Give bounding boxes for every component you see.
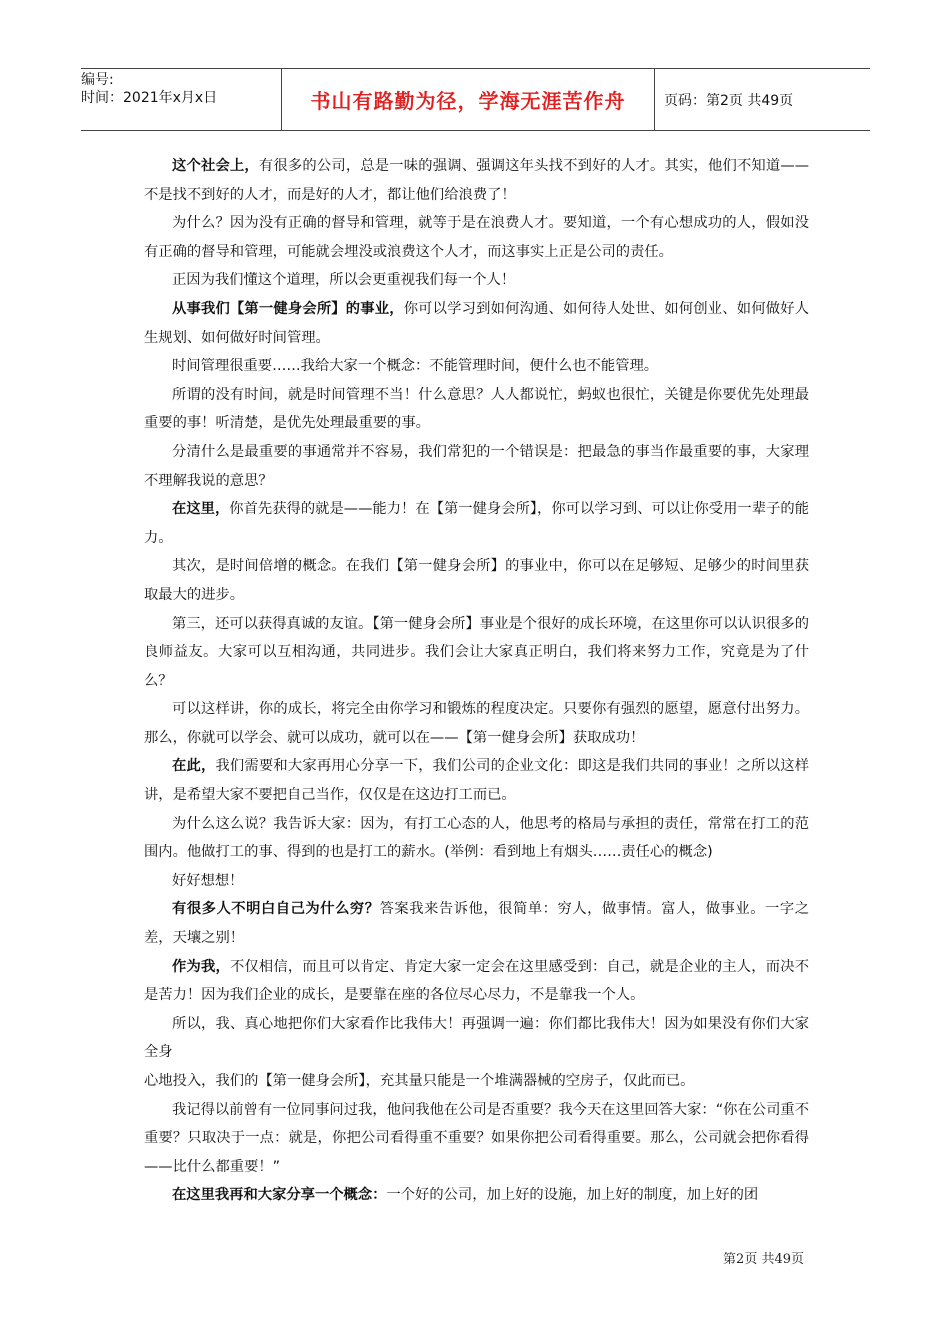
motto-text: 书山有路勤为径，学海无涯苦作舟 bbox=[310, 89, 626, 113]
body-paragraph bbox=[144, 495, 809, 552]
header-meta bbox=[81, 69, 282, 130]
paragraph-text: 时间管理很重要……我给大家一个概念：不能管理时间，便什么也不能管理。 bbox=[172, 358, 659, 375]
paragraph-text: 我记得以前曾有一位同事问过我，他问我他在公司是否重要？我今天在这里回答大家：“你在公司重不重要？只取决于一点：就是，你把公司看得重不重要？如果你把公司看得重要。那么，公司就会把你看得——比什么都重要！” bbox=[144, 1101, 809, 1175]
body-paragraph bbox=[144, 752, 809, 809]
paragraph-text: 心地投入，我们的【第一健身会所】，充其量只能是一个堆满器械的空房子，仅此而已。 bbox=[144, 1073, 695, 1089]
body-paragraph bbox=[144, 152, 809, 209]
body-paragraph bbox=[144, 438, 809, 495]
paragraph-text: 为什么这么说？我告诉大家：因为，有打工心态的人，他思考的格局与承担的责任，常常在打工的范围内。他做打工的事、得到的也是打工的薪水。(举例：看到地上有烟头……责任心的概念) bbox=[144, 815, 809, 861]
paragraph-text: 可以这样讲，你的成长，将完全由你学习和锻炼的程度决定。只要你有强烈的愿望，愿意付出努力。那么，你就可以学会、就可以成功，就可以在——【第一健身会所】获取成功！ bbox=[144, 701, 809, 746]
paragraph-text: 分清什么是最重要的事通常并不容易，我们常犯的一个错误是：把最急的事当作最重要的事，大家理不理解我说的意思？ bbox=[144, 443, 809, 489]
paragraph-text: 正因为我们懂这个道理，所以会更重视我们每一个人！ bbox=[172, 272, 516, 289]
header-motto bbox=[282, 69, 655, 130]
paragraph-lead: 作为我， bbox=[172, 958, 230, 975]
paragraph-text: 其次，是时间倍增的概念。在我们【第一健身会所】的事业中，你可以在足够短、足够少的时间里获取最大的进步。 bbox=[144, 558, 809, 603]
document-body bbox=[144, 152, 809, 1210]
paragraph-lead: 有很多人不明白自己为什么穷？ bbox=[172, 901, 380, 918]
body-paragraph bbox=[144, 810, 809, 867]
body-paragraph bbox=[144, 352, 809, 381]
body-paragraph bbox=[144, 266, 809, 295]
paragraph-lead: 在这里， bbox=[172, 501, 230, 518]
body-paragraph bbox=[144, 610, 809, 696]
paragraph-text: 我们需要和大家再用心分享一下，我们公司的企业文化：即这是我们共同的事业！之所以这样讲，是希望大家不要把自己当作，仅仅是在这边打工而已。 bbox=[144, 758, 810, 804]
paragraph-lead: 在此， bbox=[172, 758, 216, 775]
body-paragraph bbox=[144, 1067, 809, 1096]
time-line: 时间：2021年x月x日 bbox=[81, 90, 218, 106]
paragraph-text: 所谓的没有时间，就是时间管理不当！什么意思？人人都说忙，蚂蚁也很忙，关键是你要优先处理最重要的事！听清楚，是优先处理最重要的事。 bbox=[144, 386, 809, 432]
body-paragraph bbox=[144, 381, 809, 438]
body-paragraph bbox=[144, 552, 809, 609]
body-paragraph bbox=[144, 1096, 809, 1182]
paragraph-text: 所以，我、真心地把你们大家看作比我伟大！再强调一遍：你们都比我伟大！因为如果没有你们大家全身 bbox=[144, 1015, 809, 1061]
paragraph-text: 你可以学习到如何沟通、如何待人处世、如何创业、如何做好人生规划、如何做好时间管理。 bbox=[144, 300, 809, 346]
paragraph-lead: 这个社会上， bbox=[172, 158, 259, 174]
page-footer bbox=[723, 1248, 804, 1267]
paragraph-text: 有很多的公司，总是一味的强调、强调这年头找不到好的人才。其实，他们不知道——不是找不到好的人才，而是好的人才，都让他们给浪费了！ bbox=[144, 158, 810, 203]
body-paragraph bbox=[144, 895, 809, 952]
paragraph-text: 一个好的公司，加上好的设施，加上好的制度，加上好的团 bbox=[386, 1187, 759, 1204]
body-paragraph bbox=[144, 209, 809, 266]
header-page-code bbox=[655, 69, 870, 130]
body-paragraph bbox=[144, 867, 809, 896]
paragraph-lead: 在这里我再和大家分享一个概念： bbox=[172, 1187, 387, 1204]
page-code-text: 页码：第2页 共49页 bbox=[664, 92, 794, 109]
paragraph-text: 不仅相信，而且可以肯定、肯定大家一定会在这里感受到：自己，就是企业的主人，而决不是苦力！因为我们企业的成长，是要靠在座的各位尽心尽力，不是靠我一个人。 bbox=[144, 958, 810, 1004]
paragraph-text: 你首先获得的就是——能力！在【第一健身会所】，你可以学习到、可以让你受用一辈子的能力。 bbox=[144, 501, 809, 546]
body-paragraph bbox=[144, 1181, 809, 1210]
paragraph-text: 答案我来告诉他，很简单：穷人，做事情。富人，做事业。一字之差，天壤之别！ bbox=[144, 901, 810, 947]
paragraph-text: 为什么？因为没有正确的督导和管理，就等于是在浪费人才。要知道，一个有心想成功的人，假如没有正确的督导和管理，可能就会埋没或浪费这个人才，而这事实上正是公司的责任。 bbox=[144, 215, 809, 260]
paragraph-text: 好好想想！ bbox=[172, 872, 244, 889]
paragraph-lead: 从事我们【第一健身会所】的事业， bbox=[172, 300, 404, 317]
paragraph-text: 第三，还可以获得真诚的友谊。【第一健身会所】事业是个很好的成长环境，在这里你可以认识很多的良师益友。大家可以互相沟通，共同进步。我们会让大家真正明白，我们将来努力工作，究竟是为了什么？ bbox=[144, 615, 809, 689]
body-paragraph bbox=[144, 295, 809, 352]
body-paragraph bbox=[144, 695, 809, 752]
document-header bbox=[81, 68, 870, 131]
number-label: 编号: bbox=[81, 72, 114, 88]
body-paragraph bbox=[144, 1010, 809, 1067]
footer-page-number: 第2页 共49页 bbox=[723, 1252, 804, 1267]
body-paragraph bbox=[144, 953, 809, 1010]
